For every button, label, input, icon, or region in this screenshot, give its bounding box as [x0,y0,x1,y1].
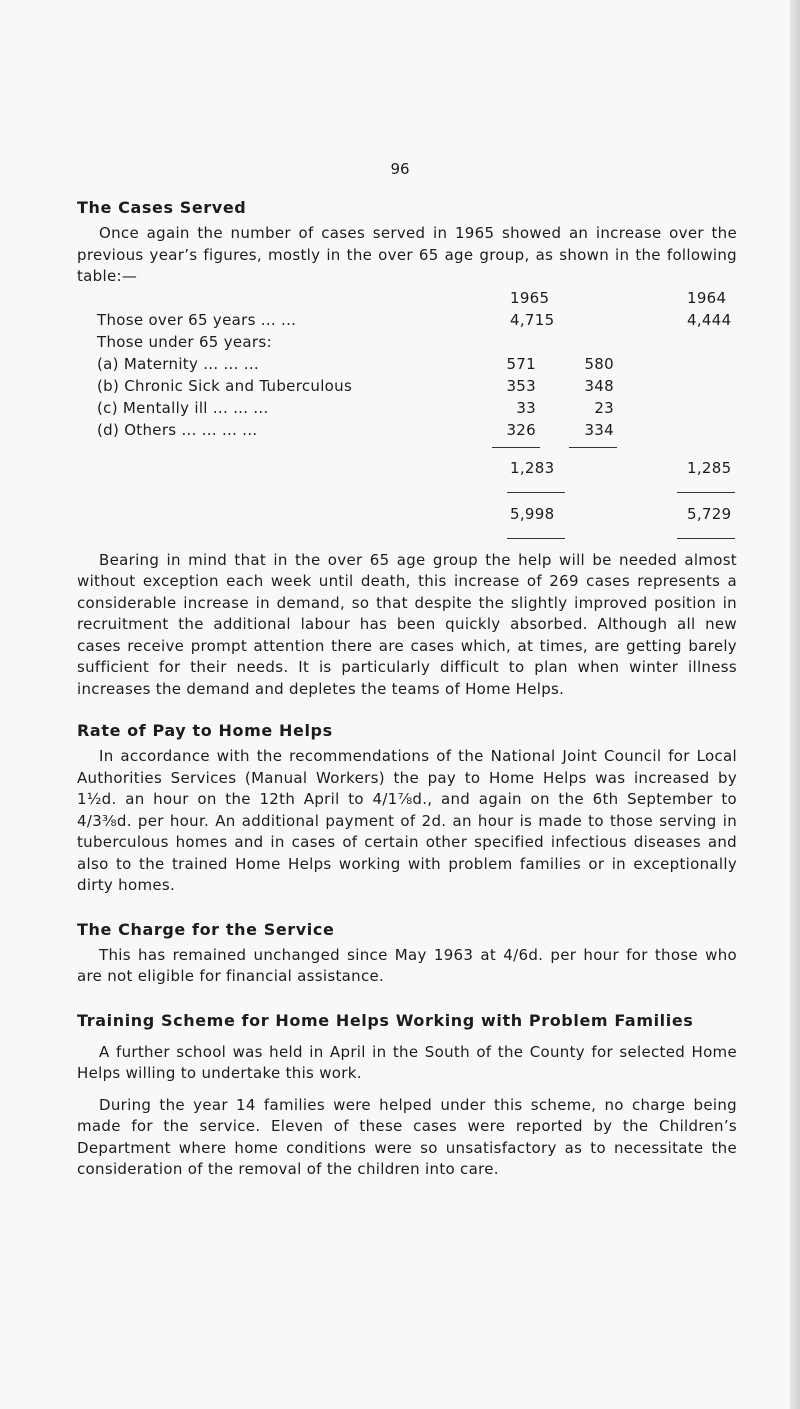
row-label-over-65: Those over 65 years ... ... [97,310,297,329]
rate-heading: Rate of Pay to Home Helps [77,721,333,740]
total-1965: 5,998 [510,504,555,523]
subtotal-1964: 1,285 [687,458,732,477]
rule-total-1964 [677,492,735,493]
row-label-mentally-ill: (c) Mentally ill ... ... ... [97,398,269,417]
maternity-1965: 571 [506,354,536,373]
training-heading: Training Scheme for Home Helps Working with Problem Families [77,1010,694,1030]
subtotal-1965: 1,283 [510,458,555,477]
document-body [77,197,737,1181]
over-65-1964: 4,444 [687,310,732,329]
rule-subtotal-1965 [492,447,540,448]
others-1965: 326 [506,420,536,439]
col-header-1964: 1964 [687,288,727,307]
rule-end-1965 [507,538,565,539]
cases-table [77,288,737,593]
charge-body: This has remained unchanged since May 1963 at 4/6d. per hour for those who are not eligible for financial assistance. [77,945,737,985]
total-1964: 5,729 [687,504,732,523]
col-header-1965: 1965 [510,288,550,307]
chronic-sick-1964: 348 [584,376,614,395]
row-label-others: (d) Others ... ... ... ... [97,420,258,439]
page-number: 96 [390,160,410,178]
chronic-sick-1965: 353 [506,376,536,395]
rule-total-1965 [507,492,565,493]
charge-heading: The Charge for the Service [77,919,335,939]
rule-subtotal-1964 [569,447,617,448]
training-body-1: A further school was held in April in the South of the County for selected Home Helps willing to undertake this work. [77,1042,737,1082]
rule-end-1964 [677,538,735,539]
cases-heading: The Cases Served [77,198,247,217]
mentally-ill-1964: 23 [594,398,614,417]
row-label-maternity: (a) Maternity ... ... ... [97,354,259,373]
training-body-2: During the year 14 families were helped under this scheme, no charge being made for the service. Eleven of these cases were reported by the Children’s Department where home conditions were so unsatisfactory as to necessitate the consideration of the removal of the children into care. [77,1095,737,1178]
others-1964: 334 [584,420,614,439]
page-edge [790,0,800,1409]
row-label-under-65: Those under 65 years: [97,332,272,351]
cases-commentary: Bearing in mind that in the over 65 age group the help will be needed almost without exception each week until death, this increase of 269 cases represents a considerable increase in demand, so that despite the slightly improved position in recruitment the additional labour has been quickly absorbed. Although all new cases receive prompt attention there are cases which, at times, are getting barely sufficient for their needs. It is particularly difficult to plan when winter illness increases the demand and depletes the teams of Home Helps. [77,550,737,698]
mentally-ill-1965: 33 [516,398,536,417]
row-label-chronic-sick: (b) Chronic Sick and Tuberculous [97,376,353,395]
over-65-1965: 4,715 [510,310,555,329]
rate-body: In accordance with the recommendations of the National Joint Council for Local Authorities Services (Manual Workers) the pay to Home Helps was increased by 1½d. an hour on the 12th April to 4/1⅞d., and again on the 6th September to 4/3⅜d. per hour. An additional payment of 2d. an hour is made to those serving in tuberculous homes and in cases of certain other specified infectious diseases and also to the trained Home Helps working with problem families or in exceptionally dirty homes. [77,747,737,894]
cases-intro: Once again the number of cases served in 1965 showed an increase over the previous year’s figures, mostly in the over 65 age group, as shown in the following table:— [77,224,737,285]
maternity-1964: 580 [584,354,614,373]
